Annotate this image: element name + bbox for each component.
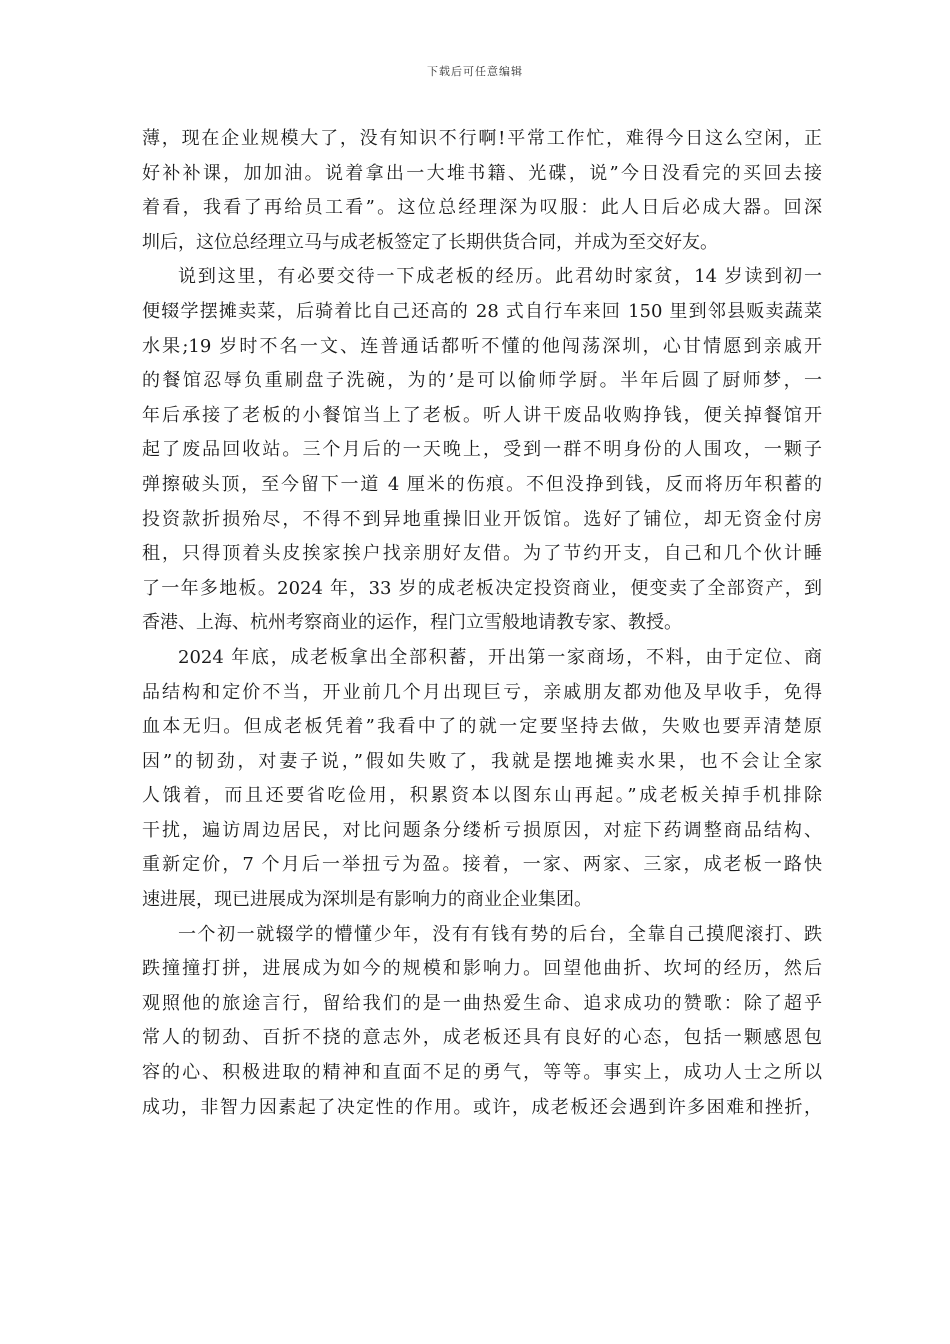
text-line: 2024 年底，成老板拿出全部积蓄，开出第一家商场，不料，由于定位、商 [178,646,822,668]
text-line: 品结构和定价不当，开业前几个月出现巨亏，亲戚朋友都劝他及早收手，免得 [142,681,822,703]
text-line: 容的心、积极进取的精神和直面不足的勇气，等等。事实上，成功人士之所以 [142,1062,822,1084]
text-line: 年后承接了老板的小餐馆当上了老板。听人讲干废品收购挣钱，便关掉餐馆开 [142,404,822,426]
text-line: 重新定价，7 个月后一举扭亏为盈。接着，一家、两家、三家，成老板一路快 [142,854,822,876]
page-header: 下载后可任意编辑 [427,65,523,78]
text-line: 香港、上海、杭州考察商业的运作，程门立雪般地请教专家、教授。 [142,612,682,634]
text-line: 薄，现在企业规模大了，没有知识不行啊!平常工作忙，难得今日这么空闲，正 [142,128,822,149]
document-body [142,122,822,1125]
text-line: 起了废品回收站。三个月后的一天晚上，受到一群不明身份的人围攻，一颗子 [142,439,822,461]
text-line: 跌撞撞打拼，进展成为如今的规模和影响力。回望他曲折、坎坷的经历，然后 [142,958,822,980]
text-line: 一个初一就辍学的懵懂少年，没有有钱有势的后台，全靠自己摸爬滚打、跌 [178,923,822,945]
text-line: 着看，我看了再给员工看”。这位总经理深为叹服：此人日后必成大器。回深 [142,197,822,219]
text-line: 水果;19 岁时不名一文、连普通话都听不懂的他闯荡深圳，心甘情愿到亲戚开 [142,335,822,357]
text-line: 好补补课，加加油。说着拿出一大堆书籍、光碟，说”今日没看完的买回去接 [142,162,822,184]
text-line: 的餐馆忍辱负重刷盘子洗碗，为的’是可以偷师学厨。半年后圆了厨师梦，一 [142,370,822,392]
text-line: 成功，非智力因素起了决定性的作用。或许，成老板还会遇到许多困难和挫折， [142,1096,822,1118]
text-line: 弹擦破头顶，至今留下一道 4 厘米的伤痕。不但没挣到钱，反而将历年积蓄的 [142,473,822,495]
text-line: 因”的韧劲，对妻子说，”假如失败了，我就是摆地摊卖水果，也不会让全家 [142,750,822,772]
text-line: 速进展，现已进展成为深圳是有影响力的商业企业集团。 [142,889,592,911]
text-line: 便辍学摆摊卖菜，后骑着比自己还高的 28 式自行车来回 150 里到邻县贩卖蔬菜 [142,300,822,322]
text-line: 租，只得顶着头皮挨家挨户找亲朋好友借。为了节约开支，自己和几个伙计睡 [142,543,822,565]
text-line: 观照他的旅途言行，留给我们的是一曲热爱生命、追求成功的赞歌：除了超乎 [142,992,822,1014]
text-line: 投资款折损殆尽，不得不到异地重操旧业开饭馆。选好了铺位，却无资金付房 [142,508,822,530]
text-line: 说到这里，有必要交待一下成老板的经历。此君幼时家贫，14 岁读到初一 [178,266,822,288]
text-line: 人饿着，而且还要省吃俭用，积累资本以图东山再起。”成老板关掉手机排除 [142,785,822,807]
text-line: 了一年多地板。2024 年，33 岁的成老板决定投资商业，便变卖了全部资产，到 [142,577,822,599]
text-line: 圳后，这位总经理立马与成老板签定了长期供货合同，并成为至交好友。 [142,231,718,253]
text-line: 干扰，遍访周边居民，对比问题条分缕析亏损原因，对症下药调整商品结构、 [142,819,822,841]
text-line: 血本无归。但成老板凭着”我看中了的就一定要坚持去做，失败也要弄清楚原 [142,716,822,738]
text-line: 常人的韧劲、百折不挠的意志外，成老板还具有良好的心态，包括一颗感恩包 [142,1027,822,1049]
